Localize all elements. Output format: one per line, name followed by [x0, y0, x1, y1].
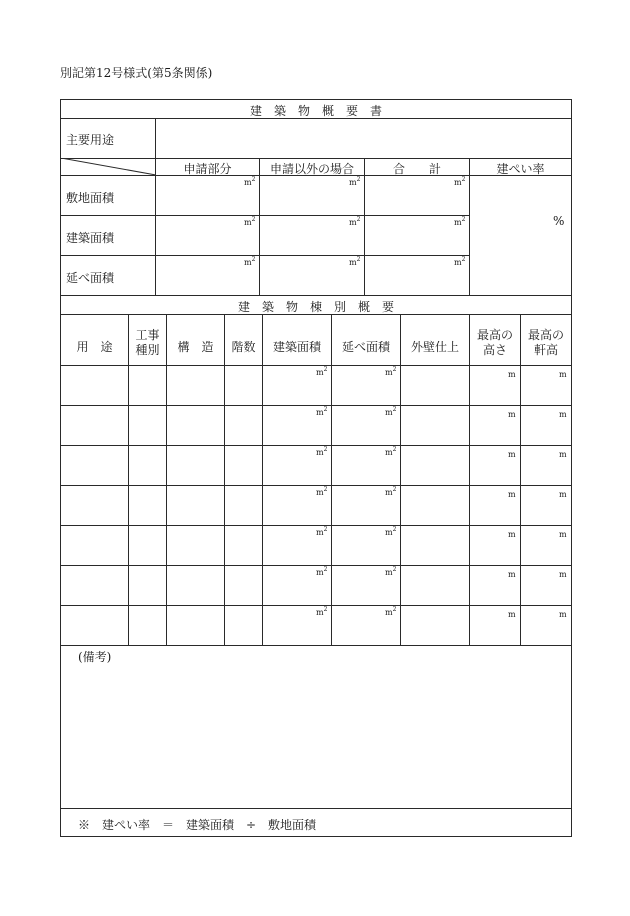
area-unit-m2: [385, 526, 397, 537]
length-unit-m: m: [508, 370, 516, 379]
area-unit-m2: [454, 216, 466, 227]
unit-base: m: [349, 258, 357, 267]
building-row-input[interactable]: [224, 605, 263, 646]
form-number-label: 別記第12号様式(第5条関係): [60, 66, 213, 80]
unit-exponent: 2: [461, 176, 466, 183]
building-row-input[interactable]: [400, 525, 470, 566]
area-unit-m2: [454, 176, 466, 187]
header-max-eave: 最高の 軒高: [527, 328, 564, 357]
area-unit-m2: [244, 216, 256, 227]
header-work-type: 工事 種別: [135, 328, 160, 357]
area-unit-m2: [316, 606, 328, 617]
building-row-input[interactable]: [166, 605, 225, 646]
area-unit-m2: [316, 366, 328, 377]
building-row-input[interactable]: [128, 405, 167, 446]
remarks-input[interactable]: [60, 645, 572, 809]
area-unit-m2: [316, 446, 328, 457]
unit-base: m: [316, 568, 324, 577]
area-unit-m2: [349, 176, 361, 187]
header-max-height: 最高の 高さ: [476, 328, 513, 357]
building-row-input[interactable]: [166, 365, 225, 406]
building-row-input[interactable]: [166, 525, 225, 566]
length-unit-m: m: [508, 610, 516, 619]
unit-exponent: 2: [461, 256, 466, 263]
remarks-label: (備考): [78, 650, 112, 664]
main-use-input[interactable]: [155, 118, 572, 159]
col-header-other: 申請以外の場合: [269, 162, 354, 176]
col-header-coverage: 建ぺい率: [496, 162, 545, 176]
length-unit-m: m: [559, 410, 567, 419]
area-unit-m2: [385, 446, 397, 457]
unit-base: m: [385, 448, 393, 457]
unit-base: m: [349, 218, 357, 227]
unit-exponent: 2: [323, 366, 328, 373]
area-unit-m2: [316, 406, 328, 417]
unit-exponent: 2: [392, 366, 397, 373]
unit-exponent: 2: [356, 256, 361, 263]
unit-exponent: 2: [392, 486, 397, 493]
building-title: 建 築 物 棟 別 概 要: [237, 300, 394, 314]
building-row-input[interactable]: [166, 445, 225, 486]
header-total-area: 延べ面積: [341, 340, 390, 354]
building-row-input[interactable]: [128, 445, 167, 486]
unit-exponent: 2: [392, 406, 397, 413]
unit-exponent: 2: [461, 216, 466, 223]
area-unit-m2: [385, 606, 397, 617]
length-unit-m: m: [559, 490, 567, 499]
building-row-input[interactable]: [60, 485, 129, 526]
area-unit-m2: [349, 216, 361, 227]
unit-base: m: [385, 568, 393, 577]
area-unit-m2: [385, 366, 397, 377]
building-row-input[interactable]: [60, 565, 129, 606]
unit-base: m: [244, 218, 252, 227]
building-row-input[interactable]: [224, 525, 263, 566]
unit-exponent: 2: [356, 216, 361, 223]
unit-exponent: 2: [323, 406, 328, 413]
unit-base: m: [454, 258, 462, 267]
building-row-input[interactable]: [128, 365, 167, 406]
building-row-input[interactable]: [400, 565, 470, 606]
unit-base: m: [385, 408, 393, 417]
unit-exponent: 2: [323, 526, 328, 533]
building-row-input[interactable]: [128, 605, 167, 646]
row-label-building-area: 建築面積: [66, 231, 115, 245]
building-row-input[interactable]: [224, 445, 263, 486]
header-exterior: 外壁仕上: [410, 340, 459, 354]
unit-base: m: [316, 368, 324, 377]
unit-exponent: 2: [251, 256, 256, 263]
unit-exponent: 2: [323, 446, 328, 453]
area-unit-m2: [316, 566, 328, 577]
area-unit-m2: [316, 486, 328, 497]
unit-base: m: [385, 488, 393, 497]
length-unit-m: m: [508, 530, 516, 539]
unit-exponent: 2: [251, 216, 256, 223]
unit-exponent: 2: [323, 486, 328, 493]
building-row-input[interactable]: [60, 445, 129, 486]
length-unit-m: m: [559, 370, 567, 379]
building-row-input[interactable]: [128, 485, 167, 526]
length-unit-m: m: [508, 570, 516, 579]
unit-base: m: [316, 488, 324, 497]
header-building-area: 建築面積: [272, 340, 321, 354]
building-row-input[interactable]: [166, 485, 225, 526]
building-row-input[interactable]: [60, 365, 129, 406]
row-label-site-area: 敷地面積: [66, 191, 115, 205]
unit-exponent: 2: [323, 606, 328, 613]
length-unit-m: m: [559, 610, 567, 619]
building-row-input[interactable]: [166, 405, 225, 446]
area-unit-m2: [385, 566, 397, 577]
header-floors: 階数: [231, 340, 256, 354]
unit-base: m: [385, 368, 393, 377]
col-header-total: 合 計: [392, 162, 441, 176]
building-row-input[interactable]: [400, 485, 470, 526]
length-unit-m: m: [559, 570, 567, 579]
percent-unit: %: [553, 214, 565, 228]
building-row-input[interactable]: [128, 565, 167, 606]
length-unit-m: m: [559, 450, 567, 459]
unit-exponent: 2: [392, 526, 397, 533]
unit-base: m: [316, 528, 324, 537]
area-unit-m2: [349, 256, 361, 267]
area-unit-m2: [385, 406, 397, 417]
building-row-input[interactable]: [224, 565, 263, 606]
unit-base: m: [454, 218, 462, 227]
coverage-ratio-input[interactable]: [469, 175, 572, 296]
area-unit-m2: [385, 486, 397, 497]
unit-exponent: 2: [356, 176, 361, 183]
area-unit-m2: [244, 256, 256, 267]
main-use-label: 主要用途: [66, 133, 115, 147]
col-header-application: 申請部分: [183, 162, 232, 176]
building-row-input[interactable]: [224, 485, 263, 526]
unit-base: m: [349, 178, 357, 187]
unit-exponent: 2: [392, 566, 397, 573]
building-row-input[interactable]: [400, 405, 470, 446]
building-row-input[interactable]: [60, 605, 129, 646]
unit-exponent: 2: [251, 176, 256, 183]
unit-base: m: [316, 448, 324, 457]
unit-base: m: [454, 178, 462, 187]
building-row-input[interactable]: [400, 445, 470, 486]
area-unit-m2: [244, 176, 256, 187]
unit-exponent: 2: [392, 606, 397, 613]
length-unit-m: m: [508, 490, 516, 499]
building-row-input[interactable]: [224, 365, 263, 406]
area-unit-m2: [316, 526, 328, 537]
header-use: 用 途: [76, 340, 113, 354]
building-row-input[interactable]: [60, 525, 129, 566]
area-unit-m2: [454, 256, 466, 267]
unit-exponent: 2: [392, 446, 397, 453]
length-unit-m: m: [508, 450, 516, 459]
building-row-input[interactable]: [60, 405, 129, 446]
unit-base: m: [316, 408, 324, 417]
length-unit-m: m: [559, 530, 567, 539]
diagonal-line: [61, 158, 156, 176]
building-row-input[interactable]: [400, 605, 470, 646]
building-row-input[interactable]: [400, 365, 470, 406]
unit-exponent: 2: [323, 566, 328, 573]
unit-base: m: [244, 178, 252, 187]
building-row-input[interactable]: [224, 405, 263, 446]
row-label-total-floor-area: 延べ面積: [66, 271, 115, 285]
unit-base: m: [244, 258, 252, 267]
building-row-input[interactable]: [128, 525, 167, 566]
unit-base: m: [385, 528, 393, 537]
summary-title: 建 築 物 概 要 書: [249, 104, 382, 118]
length-unit-m: m: [508, 410, 516, 419]
unit-base: m: [316, 608, 324, 617]
unit-base: m: [385, 608, 393, 617]
header-structure: 構 造: [177, 340, 214, 354]
building-row-input[interactable]: [166, 565, 225, 606]
coverage-formula: ※ 建ぺい率 ＝ 建築面積 ÷ 敷地面積: [78, 818, 317, 832]
